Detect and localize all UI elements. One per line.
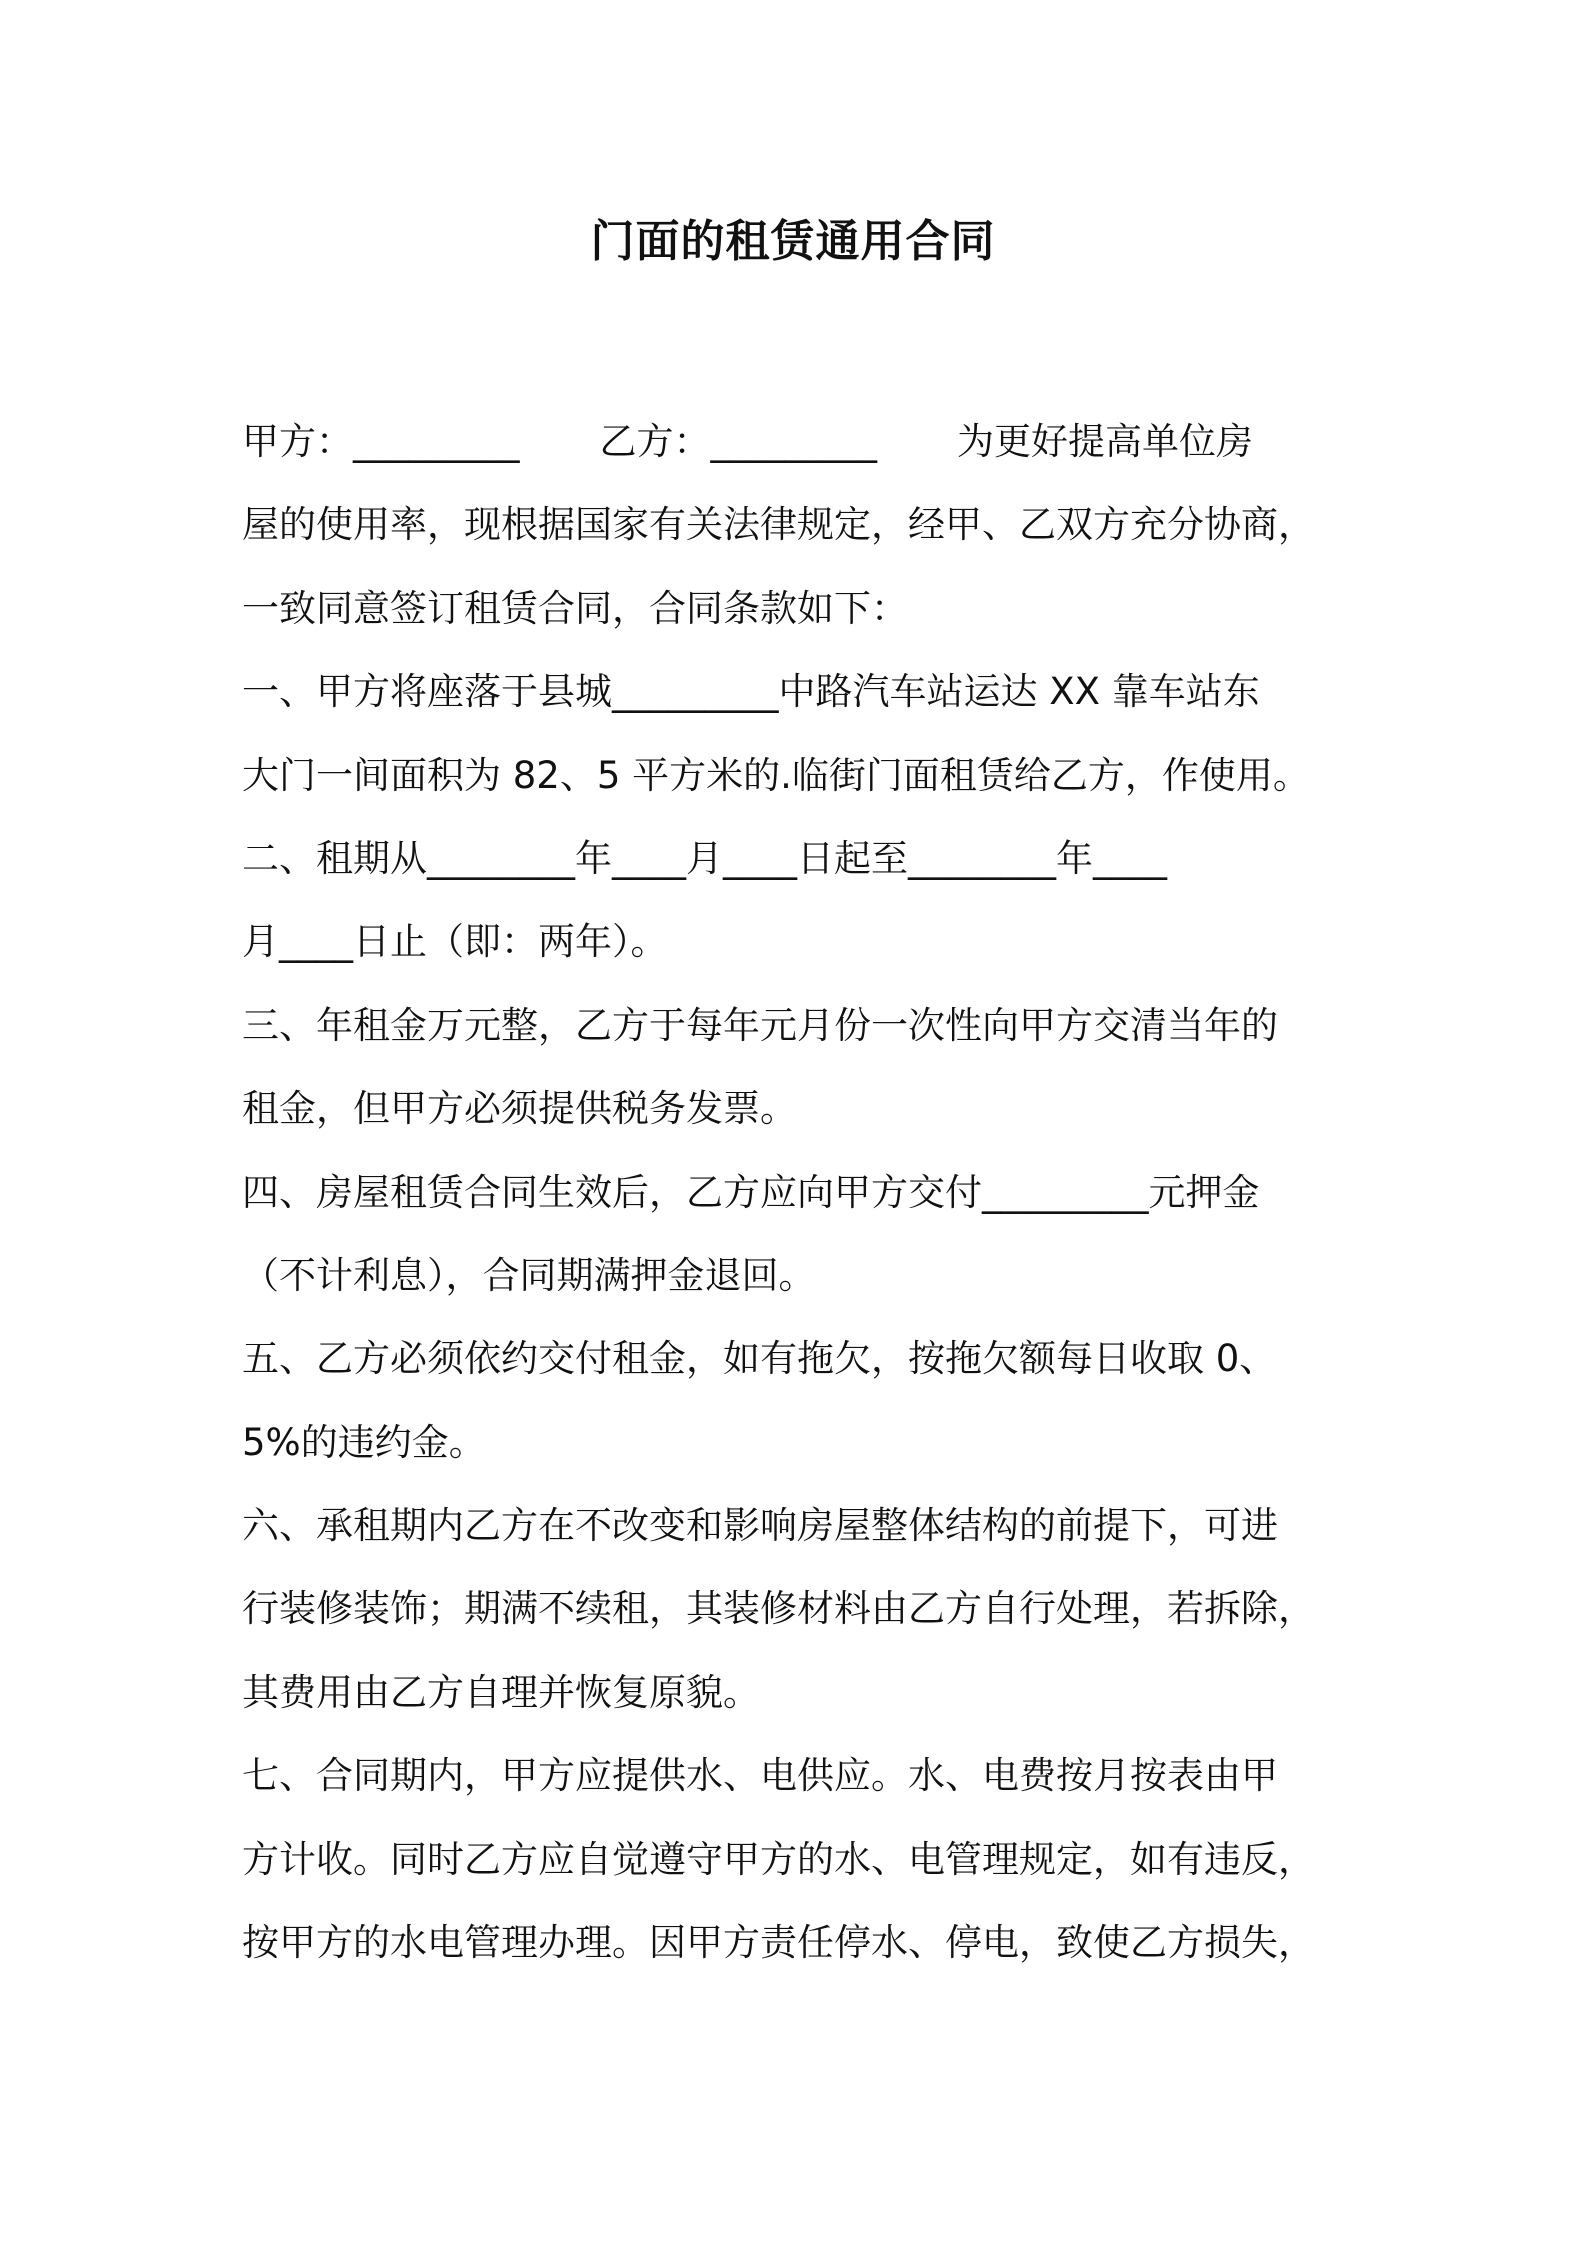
clause-5-line-2: 5%的违约金。 xyxy=(242,1420,486,1464)
party-b-field: 乙方：_________ xyxy=(599,420,877,463)
document-title: 门面的租赁通用合同 xyxy=(590,216,996,267)
clause-4-line-2: （不计利息），合同期满押金退回。 xyxy=(242,1253,816,1297)
clause-6-line-2: 行装修装饰；期满不续租，其装修材料由乙方自行处理，若拆除， xyxy=(242,1587,1315,1631)
contract-body xyxy=(242,400,1362,1984)
clause-1-line-1: 一、甲方将座落于县城_________中路汽车站运达 XX 靠车站东 xyxy=(242,670,1260,714)
clause-6-line-3: 其费用由乙方自理并恢复原貌。 xyxy=(242,1670,760,1714)
intro-line-2: 屋的使用率，现根据国家有关法律规定，经甲、乙双方充分协商， xyxy=(242,503,1315,547)
clause-4-line-1: 四、房屋租赁合同生效后，乙方应向甲方交付_________元押金 xyxy=(242,1170,1260,1214)
clause-7-line-3: 按甲方的水电管理办理。因甲方责任停水、停电，致使乙方损失， xyxy=(242,1921,1315,1965)
party-a-field: 甲方：_________ xyxy=(242,420,520,463)
clause-2-line-2: 月____日止（即：两年）。 xyxy=(242,920,668,964)
clause-7-line-2: 方计收。同时乙方应自觉遵守甲方的水、电管理规定，如有违反， xyxy=(242,1837,1315,1881)
clause-2-line-1: 二、租期从________年____月____日起至________年____ xyxy=(242,836,1167,880)
intro-line-1 xyxy=(242,400,1362,483)
clause-6-line-1: 六、承租期内乙方在不改变和影响房屋整体结构的前提下，可进 xyxy=(242,1504,1278,1548)
clause-7-line-1: 七、合同期内，甲方应提供水、电供应。水、电费按月按表由甲 xyxy=(242,1754,1278,1798)
clause-3-line-1: 三、年租金万元整，乙方于每年元月份一次性向甲方交清当年的 xyxy=(242,1003,1278,1047)
clause-3-line-2: 租金，但甲方必须提供税务发票。 xyxy=(242,1087,797,1131)
clause-1-line-2: 大门一间面积为 82、5 平方米的.临街门面租赁给乙方，作使用。 xyxy=(242,753,1310,797)
intro-line-3: 一致同意签订租赁合同，合同条款如下： xyxy=(242,586,908,630)
clause-5-line-1: 五、乙方必须依约交付租金，如有拖欠，按拖欠额每日收取 0、 xyxy=(242,1337,1277,1381)
intro-text-start: 为更好提高单位房 xyxy=(957,420,1253,463)
